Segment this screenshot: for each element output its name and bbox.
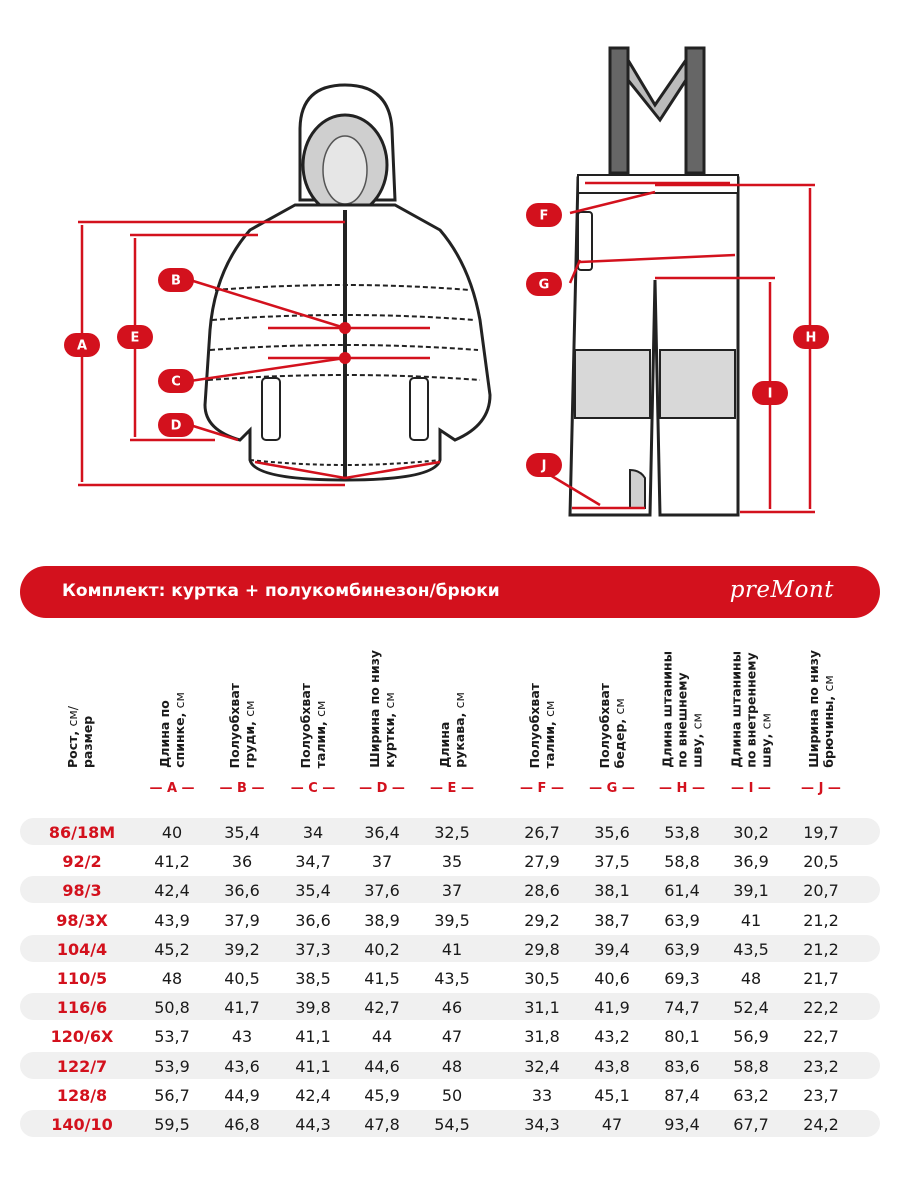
measure-letter: — I — (731, 781, 771, 796)
value-cell: 39,4 (594, 939, 630, 959)
header-line: Полуобхват (298, 682, 313, 768)
value-cell: 33 (531, 1085, 553, 1105)
header-line: Полуобхват (227, 682, 242, 768)
header-line: талии, см (542, 700, 557, 768)
header-line: шву, см (689, 713, 705, 768)
value-cell: 23,2 (803, 1056, 839, 1076)
value-cell: 22,7 (803, 1027, 839, 1047)
header-unit: см (542, 700, 557, 717)
value-cell: 30,2 (733, 823, 769, 842)
value-cell: 36,6 (295, 910, 331, 930)
value-cell: 56,7 (154, 1085, 190, 1105)
value-cell: 69,3 (664, 969, 700, 988)
value-cell: 37 (371, 852, 393, 872)
table-row (20, 818, 880, 845)
header-line: рукава, см (452, 692, 467, 768)
value-cell: 63,9 (664, 910, 700, 930)
value-cell: 20,7 (803, 881, 839, 901)
header-unit: см (452, 692, 467, 709)
measure-letter: — C — (290, 781, 336, 796)
table-row (20, 847, 880, 874)
table-row (20, 1110, 880, 1137)
value-cell: 74,7 (664, 998, 700, 1018)
header-unit: см (689, 713, 705, 730)
value-cell: 37 (441, 881, 463, 901)
value-cell: 42,4 (154, 881, 190, 901)
svg-text:D: D (170, 418, 182, 434)
table-row (20, 876, 880, 903)
value-cell: 39,8 (295, 998, 331, 1018)
value-cell: 38,7 (594, 910, 630, 930)
measure-letter: — G — (589, 781, 635, 796)
svg-text:C: C (171, 374, 181, 390)
set-title: Комплект: куртка + полукомбинезон/брюки (62, 581, 500, 601)
value-cell: 47 (441, 1027, 463, 1047)
value-cell: 19,7 (803, 823, 839, 842)
svg-text:J: J (541, 458, 547, 474)
value-cell: 21,2 (803, 910, 839, 930)
value-cell: 43,2 (594, 1027, 630, 1047)
header-line: шву, см (758, 713, 774, 768)
measure-letter: — J — (801, 781, 841, 796)
header-line: куртки, см (382, 692, 397, 768)
column-header (522, 636, 562, 768)
value-cell: 23,7 (803, 1085, 839, 1105)
value-cell: 48 (740, 969, 762, 988)
value-cell: 45,1 (594, 1085, 630, 1105)
value-cell: 35 (441, 852, 463, 872)
column-header-text (157, 692, 187, 768)
value-cell: 37,6 (364, 881, 400, 901)
value-cell: 27,9 (524, 852, 560, 872)
header-unit: см/ (65, 705, 80, 727)
value-cell: 32,4 (524, 1056, 560, 1076)
column-header-text (729, 651, 774, 768)
svg-text:H: H (805, 330, 817, 346)
value-cell: 39,2 (224, 939, 260, 959)
header-line: Ширина по низу (367, 650, 382, 768)
column-header (362, 636, 402, 768)
column-header (293, 636, 333, 768)
value-cell: 67,7 (733, 1115, 769, 1134)
value-cell: 28,6 (524, 881, 560, 901)
measure-letter: — D — (359, 781, 405, 796)
value-cell: 44 (371, 1027, 393, 1047)
value-cell: 21,2 (803, 939, 839, 959)
value-cell: 44,6 (364, 1056, 400, 1076)
header-line: бедер, см (612, 697, 627, 768)
value-cell: 40,6 (594, 969, 630, 988)
size-cell: 128/8 (56, 1085, 108, 1105)
title-banner (20, 566, 880, 618)
value-cell: 43,9 (154, 910, 190, 930)
table-row (20, 993, 880, 1020)
garment-diagram (0, 0, 900, 540)
value-cell: 31,8 (524, 1027, 560, 1047)
size-cell: 140/10 (51, 1115, 113, 1134)
value-cell: 34 (302, 823, 324, 842)
column-header-text (437, 692, 467, 768)
value-cell: 46,8 (224, 1115, 260, 1134)
value-cell: 93,4 (664, 1115, 700, 1134)
value-cell: 87,4 (664, 1085, 700, 1105)
value-cell: 36,9 (733, 852, 769, 872)
column-header (432, 636, 472, 768)
column-header-text (527, 683, 557, 768)
header-line: по внешнему (674, 672, 690, 768)
table-row (20, 906, 880, 933)
value-cell: 45,2 (154, 939, 190, 959)
table-row (20, 935, 880, 962)
value-cell: 36,6 (224, 881, 260, 901)
value-cell: 80,1 (664, 1027, 700, 1047)
value-cell: 35,6 (594, 823, 630, 842)
column-header (222, 636, 262, 768)
size-cell: 122/7 (56, 1056, 108, 1076)
header-line: размер (80, 715, 95, 768)
column-header (659, 636, 705, 768)
column-header (60, 636, 100, 768)
label-a (64, 333, 100, 357)
column-header (801, 636, 841, 768)
svg-text:E: E (130, 330, 140, 346)
size-cell: 110/5 (56, 969, 108, 988)
value-cell: 41,7 (224, 998, 260, 1018)
value-cell: 20,5 (803, 852, 839, 872)
header-unit: см (382, 692, 397, 709)
value-cell: 47,8 (364, 1115, 400, 1134)
header-line: по внетреннему (743, 652, 759, 768)
table-row (20, 1022, 880, 1049)
svg-text:I: I (767, 386, 773, 402)
value-cell: 35,4 (295, 881, 331, 901)
value-cell: 36,4 (364, 823, 400, 842)
value-cell: 40 (161, 823, 183, 842)
header-unit: см (313, 700, 328, 717)
label-d (158, 413, 194, 437)
label-g (526, 272, 562, 296)
value-cell: 53,7 (154, 1027, 190, 1047)
value-cell: 36 (231, 852, 253, 872)
value-cell: 63,2 (733, 1085, 769, 1105)
svg-text:G: G (538, 277, 550, 293)
value-cell: 61,4 (664, 881, 700, 901)
size-cell: 98/3 (62, 881, 102, 901)
pants-drawing (570, 48, 738, 515)
header-unit: см (821, 675, 836, 692)
value-cell: 21,7 (803, 969, 839, 988)
header-line: Длина штанины (728, 651, 744, 768)
value-cell: 39,1 (733, 881, 769, 901)
value-cell: 39,5 (434, 910, 470, 930)
brand-logo: preMont (729, 577, 834, 603)
value-cell: 43,5 (733, 939, 769, 959)
table-row (20, 1081, 880, 1108)
table-row (20, 964, 880, 991)
value-cell: 52,4 (733, 998, 769, 1018)
value-cell: 50,8 (154, 998, 190, 1018)
value-cell: 37,3 (295, 939, 331, 959)
value-cell: 43,6 (224, 1056, 260, 1076)
value-cell: 42,7 (364, 998, 400, 1018)
header-line: Длина по (157, 700, 172, 768)
table-row (20, 1052, 880, 1079)
value-cell: 63,9 (664, 939, 700, 959)
size-cell: 116/6 (56, 998, 108, 1018)
value-cell: 58,8 (733, 1056, 769, 1076)
column-header (592, 636, 632, 768)
value-cell: 43,5 (434, 969, 470, 988)
value-cell: 38,9 (364, 910, 400, 930)
size-cell: 104/4 (56, 939, 108, 959)
column-header-text (597, 683, 627, 768)
value-cell: 41,1 (295, 1027, 331, 1047)
value-cell: 50 (441, 1085, 463, 1105)
header-line: Полуобхват (597, 682, 612, 768)
column-header-text (367, 650, 397, 768)
value-cell: 45,9 (364, 1085, 400, 1105)
value-cell: 34,7 (295, 852, 331, 872)
svg-text:F: F (539, 208, 549, 224)
label-c (158, 369, 194, 393)
value-cell: 22,2 (803, 998, 839, 1018)
size-cell: 92/2 (62, 852, 102, 872)
measure-letter: — H — (659, 781, 705, 796)
value-cell: 59,5 (154, 1115, 190, 1134)
size-cell: 86/18M (48, 823, 116, 842)
column-header-text (660, 651, 705, 768)
header-unit: см (758, 713, 774, 730)
value-cell: 43 (231, 1027, 253, 1047)
label-j (526, 453, 562, 477)
column-header-text (227, 683, 257, 768)
header-line: брючины, см (821, 675, 836, 768)
value-cell: 34,3 (524, 1115, 560, 1134)
value-cell: 38,1 (594, 881, 630, 901)
column-header (152, 636, 192, 768)
header-line: Длина штанины (659, 651, 675, 768)
value-cell: 26,7 (524, 823, 560, 842)
value-cell: 29,2 (524, 910, 560, 930)
label-h (793, 325, 829, 349)
header-line: Полуобхват (527, 682, 542, 768)
value-cell: 53,8 (664, 823, 700, 842)
header-line: спинке, см (172, 692, 187, 768)
label-f (526, 203, 562, 227)
column-header (728, 636, 774, 768)
label-e (117, 325, 153, 349)
value-cell: 41,2 (154, 852, 190, 872)
value-cell: 53,9 (154, 1056, 190, 1076)
svg-text:A: A (76, 338, 88, 354)
value-cell: 31,1 (524, 998, 560, 1018)
measure-letter: — B — (219, 781, 265, 796)
value-cell: 44,3 (295, 1115, 331, 1134)
value-cell: 30,5 (524, 969, 560, 988)
value-cell: 35,4 (224, 823, 260, 842)
size-cell: 120/6X (50, 1027, 114, 1047)
header-line: Ширина по низу (806, 650, 821, 768)
value-cell: 54,5 (434, 1115, 470, 1134)
value-cell: 83,6 (664, 1056, 700, 1076)
header-line: талии, см (313, 700, 328, 768)
label-i (752, 381, 788, 405)
value-cell: 38,5 (295, 969, 331, 988)
value-cell: 40,5 (224, 969, 260, 988)
value-cell: 56,9 (733, 1027, 769, 1047)
value-cell: 37,9 (224, 910, 260, 930)
value-cell: 41,1 (295, 1056, 331, 1076)
value-cell: 58,8 (664, 852, 700, 872)
value-cell: 29,8 (524, 939, 560, 959)
value-cell: 40,2 (364, 939, 400, 959)
header-line: груди, см (242, 700, 257, 768)
header-unit: см (172, 692, 187, 709)
column-header-text (806, 650, 836, 768)
value-cell: 41 (441, 939, 463, 959)
value-cell: 47 (601, 1115, 623, 1134)
value-cell: 42,4 (295, 1085, 331, 1105)
value-cell: 37,5 (594, 852, 630, 872)
size-cell: 98/3X (56, 910, 108, 930)
value-cell: 32,5 (434, 823, 470, 842)
header-line: Рост, см/ (65, 705, 80, 768)
value-cell: 44,9 (224, 1085, 260, 1105)
value-cell: 41 (740, 910, 762, 930)
svg-text:B: B (171, 273, 181, 289)
value-cell: 46 (441, 998, 463, 1018)
measure-letter: — A — (149, 781, 195, 796)
header-unit: см (242, 700, 257, 717)
value-cell: 24,2 (803, 1115, 839, 1134)
column-header-text (65, 706, 95, 768)
label-b (158, 268, 194, 292)
value-cell: 41,5 (364, 969, 400, 988)
value-cell: 48 (441, 1056, 463, 1076)
value-cell: 41,9 (594, 998, 630, 1018)
measure-letter: — E — (430, 781, 474, 796)
measure-letter: — F — (520, 781, 564, 796)
value-cell: 43,8 (594, 1056, 630, 1076)
jacket-drawing (205, 85, 490, 480)
column-header-text (298, 683, 328, 768)
header-line: Длина (437, 721, 452, 768)
value-cell: 48 (161, 969, 183, 988)
header-unit: см (612, 697, 627, 715)
